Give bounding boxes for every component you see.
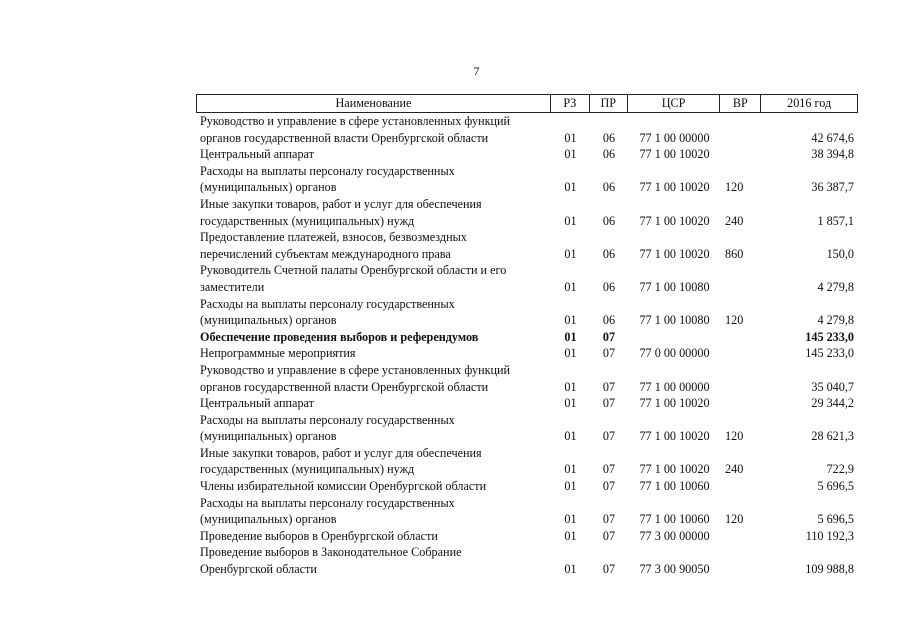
row-name-line: Обеспечение проведения выборов и референдумов — [200, 329, 479, 344]
row-pr: 07 — [602, 562, 616, 577]
table-row — [196, 146, 858, 163]
row-name — [196, 544, 551, 577]
row-sum: 5 696,5 — [817, 479, 854, 494]
row-pr: 06 — [602, 246, 616, 261]
row-rz: 01 — [564, 279, 577, 294]
row-csr: 77 1 00 00000 — [639, 130, 710, 145]
row-csr: 77 1 00 10060 — [639, 512, 710, 527]
row-csr: 77 1 00 10080 — [639, 313, 710, 328]
header-year: 2016 год — [787, 96, 832, 110]
row-pr: 07 — [602, 512, 616, 527]
table-row — [196, 329, 858, 346]
row-rz: 01 — [564, 396, 577, 411]
row-pr: 06 — [602, 147, 616, 162]
row-pr: 07 — [602, 429, 616, 444]
row-sum: 36 387,7 — [811, 180, 854, 195]
row-name-line: Расходы на выплаты персоналу государственных — [200, 412, 455, 427]
row-name — [196, 229, 551, 262]
row-csr: 77 1 00 10020 — [639, 396, 710, 411]
row-name-line: (муниципальных) органов — [200, 313, 337, 328]
row-name — [196, 163, 551, 196]
row-pr: 06 — [602, 213, 616, 228]
row-name-line: Оренбургской области — [200, 562, 317, 577]
row-name-line: Расходы на выплаты персоналу государственных — [200, 296, 455, 311]
row-name-line: (муниципальных) органов — [200, 180, 337, 195]
table-row — [196, 495, 858, 528]
table-row — [196, 478, 858, 495]
row-name-line: органов государственной власти Оренбургской области — [200, 130, 489, 145]
row-csr: 77 1 00 10060 — [639, 479, 710, 494]
row-pr: 06 — [602, 279, 616, 294]
row-sum: 4 279,8 — [817, 279, 854, 294]
row-sum: 150,0 — [826, 246, 854, 261]
row-pr: 07 — [602, 479, 616, 494]
table-header — [196, 94, 858, 113]
table-row — [196, 395, 858, 412]
header-vr: ВР — [720, 95, 761, 112]
row-name — [196, 445, 551, 478]
row-name-line: государственных (муниципальных) нужд — [200, 462, 415, 477]
row-rz: 01 — [564, 379, 577, 394]
header-pr: ПР — [590, 95, 628, 112]
table-row — [196, 362, 858, 395]
row-name-line: Проведение выборов в Оренбургской области — [200, 528, 438, 543]
row-sum: 42 674,6 — [811, 130, 854, 145]
table-row — [196, 345, 858, 362]
row-name-line: Иные закупки товаров, работ и услуг для обеспечения — [200, 196, 482, 211]
header-rz: РЗ — [551, 95, 590, 112]
row-name — [196, 296, 551, 329]
row-name — [196, 495, 551, 528]
table-row — [196, 296, 858, 329]
row-name-line: государственных (муниципальных) нужд — [200, 213, 415, 228]
row-sum: 145 233,0 — [805, 346, 854, 361]
row-name-line: Непрограммные мероприятия — [200, 346, 356, 361]
row-pr: 07 — [602, 396, 616, 411]
row-vr: 240 — [725, 213, 744, 228]
row-name — [196, 329, 551, 346]
row-vr: 120 — [725, 512, 744, 527]
row-vr: 240 — [725, 462, 744, 477]
row-csr: 77 1 00 10020 — [639, 246, 710, 261]
row-csr: 77 1 00 10020 — [639, 213, 710, 228]
row-rz: 01 — [564, 329, 577, 344]
row-rz: 01 — [564, 479, 577, 494]
row-name-line: Иные закупки товаров, работ и услуг для обеспечения — [200, 445, 482, 460]
row-csr: 77 1 00 10020 — [639, 462, 710, 477]
row-name — [196, 262, 551, 295]
table-row — [196, 163, 858, 196]
row-rz: 01 — [564, 213, 577, 228]
row-name-line: перечислений субъектам международного права — [200, 246, 451, 261]
row-pr: 07 — [602, 329, 616, 344]
row-pr: 07 — [602, 379, 616, 394]
row-rz: 01 — [564, 512, 577, 527]
row-name-line: Руководство и управление в сфере установленных функций — [200, 362, 511, 377]
row-csr: 77 1 00 10020 — [639, 147, 710, 162]
row-sum: 722,9 — [826, 462, 854, 477]
row-vr: 860 — [725, 246, 744, 261]
row-csr: 77 0 00 00000 — [639, 346, 710, 361]
row-vr: 120 — [725, 429, 744, 444]
row-sum: 38 394,8 — [811, 147, 854, 162]
row-rz: 01 — [564, 462, 577, 477]
row-name-line: Центральный аппарат — [200, 147, 314, 162]
table-row — [196, 262, 858, 295]
row-rz: 01 — [564, 130, 577, 145]
row-name — [196, 345, 551, 362]
row-csr: 77 1 00 10080 — [639, 279, 710, 294]
row-name — [196, 478, 551, 495]
row-name-line: Руководитель Счетной палаты Оренбургской области и его — [200, 263, 507, 278]
row-rz: 01 — [564, 346, 577, 361]
table-row — [196, 445, 858, 478]
budget-table — [196, 94, 858, 578]
row-pr: 06 — [602, 313, 616, 328]
row-name — [196, 362, 551, 395]
row-sum: 5 696,5 — [817, 512, 854, 527]
row-name — [196, 395, 551, 412]
table-row — [196, 412, 858, 445]
row-name-line: (муниципальных) органов — [200, 429, 337, 444]
row-name-line: заместители — [200, 279, 265, 294]
row-name-line: Проведение выборов в Законодательное Собрание — [200, 545, 462, 560]
row-csr: 77 1 00 10020 — [639, 429, 710, 444]
row-sum: 110 192,3 — [805, 528, 854, 543]
row-sum: 29 344,2 — [811, 396, 854, 411]
row-name-line: органов государственной власти Оренбургской области — [200, 379, 489, 394]
row-pr: 06 — [602, 180, 616, 195]
row-csr: 77 1 00 00000 — [639, 379, 710, 394]
page-number: 7 — [473, 64, 480, 78]
row-pr: 07 — [602, 528, 616, 543]
header-csr: ЦСР — [628, 95, 721, 112]
row-sum: 109 988,8 — [805, 562, 854, 577]
row-rz: 01 — [564, 528, 577, 543]
row-pr: 07 — [602, 346, 616, 361]
row-csr: 77 1 00 10020 — [639, 180, 710, 195]
row-rz: 01 — [564, 562, 577, 577]
row-name — [196, 113, 551, 146]
row-rz: 01 — [564, 147, 577, 162]
row-csr: 77 3 00 90050 — [639, 562, 710, 577]
table-body — [196, 113, 858, 578]
table-row — [196, 196, 858, 229]
row-vr: 120 — [725, 313, 744, 328]
row-csr: 77 3 00 00000 — [639, 528, 710, 543]
row-name — [196, 528, 551, 545]
row-rz: 01 — [564, 313, 577, 328]
row-name-line: Руководство и управление в сфере установленных функций — [200, 114, 511, 128]
row-name-line: Предоставление платежей, взносов, безвозмездных — [200, 230, 467, 245]
row-name-line: Расходы на выплаты персоналу государственных — [200, 163, 455, 178]
row-name — [196, 146, 551, 163]
row-name-line: Члены избирательной комиссии Оренбургской области — [200, 479, 487, 494]
row-rz: 01 — [564, 429, 577, 444]
row-sum: 35 040,7 — [811, 379, 854, 394]
row-sum: 28 621,3 — [811, 429, 854, 444]
row-sum: 4 279,8 — [817, 313, 854, 328]
table-row — [196, 544, 858, 577]
row-name — [196, 196, 551, 229]
row-name-line: Расходы на выплаты персоналу государственных — [200, 495, 455, 510]
table-row — [196, 528, 858, 545]
table-row — [196, 229, 858, 262]
row-name — [196, 412, 551, 445]
row-sum: 145 233,0 — [805, 329, 854, 344]
row-vr: 120 — [725, 180, 744, 195]
row-name-line: Центральный аппарат — [200, 396, 314, 411]
row-rz: 01 — [564, 180, 577, 195]
table-row — [196, 113, 858, 146]
row-pr: 07 — [602, 462, 616, 477]
row-sum: 1 857,1 — [817, 213, 854, 228]
header-name: Наименование — [197, 95, 551, 112]
row-pr: 06 — [602, 130, 616, 145]
row-rz: 01 — [564, 246, 577, 261]
row-name-line: (муниципальных) органов — [200, 512, 337, 527]
